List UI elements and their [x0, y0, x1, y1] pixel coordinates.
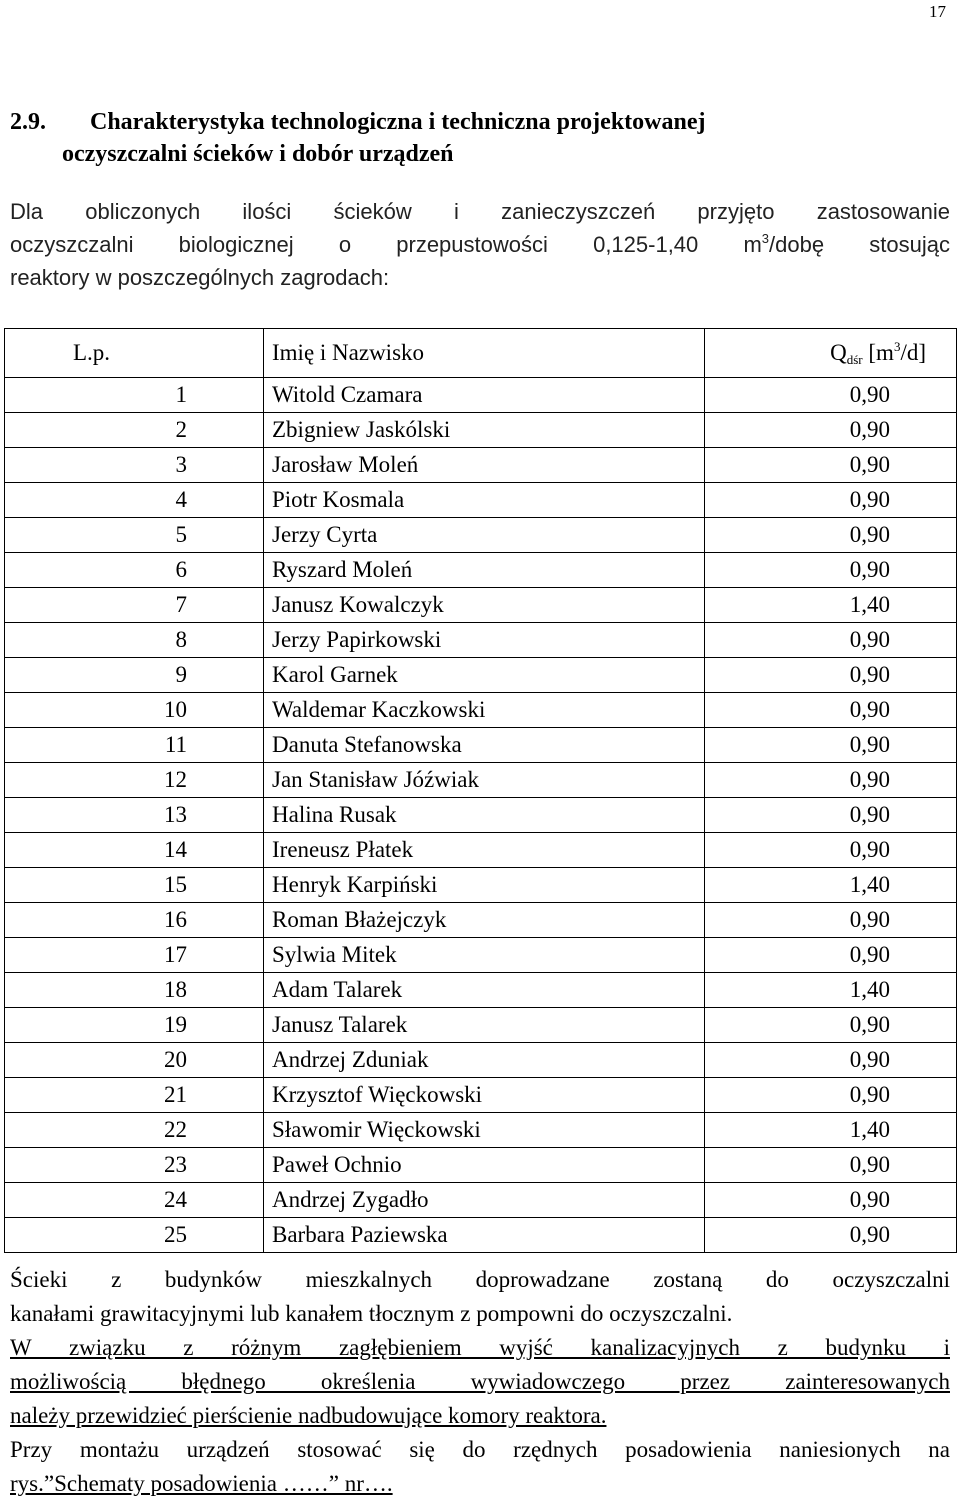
cell-q: 1,40	[705, 973, 957, 1008]
cell-lp: 21	[5, 1078, 264, 1113]
cell-lp: 22	[5, 1113, 264, 1148]
cell-q: 0,90	[705, 413, 957, 448]
cell-name: Janusz Talarek	[264, 1008, 705, 1043]
table-row	[5, 763, 957, 798]
cell-q: 0,90	[705, 1218, 957, 1253]
table-row	[5, 658, 957, 693]
cell-name: Jan Stanisław Jóźwiak	[264, 763, 705, 798]
cell-lp: 24	[5, 1183, 264, 1218]
cell-lp: 25	[5, 1218, 264, 1253]
cell-lp: 16	[5, 903, 264, 938]
cell-q: 1,40	[705, 1113, 957, 1148]
cell-lp: 20	[5, 1043, 264, 1078]
cell-lp: 23	[5, 1148, 264, 1183]
intro-superscript: 3	[761, 231, 770, 246]
cell-name: Waldemar Kaczkowski	[264, 693, 705, 728]
cell-q: 0,90	[705, 693, 957, 728]
cell-lp: 8	[5, 623, 264, 658]
table-row	[5, 518, 957, 553]
table-row	[5, 903, 957, 938]
cell-q: 0,90	[705, 483, 957, 518]
header-lp: L.p.	[5, 329, 264, 378]
footer-text	[10, 1263, 950, 1501]
cell-q: 0,90	[705, 903, 957, 938]
cell-q: 1,40	[705, 588, 957, 623]
cell-q: 0,90	[705, 658, 957, 693]
cell-q: 0,90	[705, 1148, 957, 1183]
intro-line-2-text: oczyszczalni biologicznej o przepustowości 0,125-1,40 m	[10, 232, 762, 257]
cell-lp: 19	[5, 1008, 264, 1043]
page-number: 17	[929, 2, 946, 21]
cell-q: 0,90	[705, 763, 957, 798]
footer-p3-line-1: Przy montażu urządzeń stosować się do rzędnych posadowienia naniesionych na	[10, 1437, 950, 1462]
heading-line-1: Charakterystyka technologiczna i techniczna projektowanej	[90, 109, 706, 135]
cell-name: Halina Rusak	[264, 798, 705, 833]
cell-name: Henryk Karpiński	[264, 868, 705, 903]
footer-p3-line-2: rys.”Schematy posadowienia ……” nr….	[10, 1471, 393, 1496]
cell-q: 0,90	[705, 1183, 957, 1218]
table-row	[5, 833, 957, 868]
header-q-subscript: dśr	[846, 352, 863, 367]
intro-line-2-end: /dobę stosując	[769, 232, 950, 257]
cell-lp: 14	[5, 833, 264, 868]
cell-q: 0,90	[705, 378, 957, 413]
header-q-symbol: Q	[830, 340, 847, 365]
cell-name: Jerzy Cyrta	[264, 518, 705, 553]
table-header-row	[5, 329, 957, 378]
cell-name: Piotr Kosmala	[264, 483, 705, 518]
cell-q: 0,90	[705, 448, 957, 483]
table-row	[5, 483, 957, 518]
table-row	[5, 553, 957, 588]
cell-q: 0,90	[705, 728, 957, 763]
cell-name: Jarosław Moleń	[264, 448, 705, 483]
cell-lp: 10	[5, 693, 264, 728]
table-row	[5, 1078, 957, 1113]
cell-name: Witold Czamara	[264, 378, 705, 413]
cell-name: Danuta Stefanowska	[264, 728, 705, 763]
table-row	[5, 448, 957, 483]
cell-name: Janusz Kowalczyk	[264, 588, 705, 623]
table-body	[5, 378, 957, 1253]
cell-name: Ireneusz Płatek	[264, 833, 705, 868]
table-row	[5, 798, 957, 833]
table-row	[5, 623, 957, 658]
header-q	[705, 329, 957, 378]
cell-lp: 2	[5, 413, 264, 448]
table-row	[5, 938, 957, 973]
section-heading	[10, 106, 940, 170]
cell-name: Zbigniew Jaskólski	[264, 413, 705, 448]
cell-lp: 9	[5, 658, 264, 693]
cell-q: 1,40	[705, 868, 957, 903]
cell-name: Ryszard Moleń	[264, 553, 705, 588]
header-q-unit-end: /d]	[900, 340, 926, 365]
footer-p2-line-1: W związku z różnym zagłębieniem wyjść kanalizacyjnych z budynku i	[10, 1335, 950, 1360]
header-q-unit: [m	[862, 340, 894, 365]
cell-lp: 7	[5, 588, 264, 623]
intro-paragraph	[10, 195, 950, 294]
cell-lp: 3	[5, 448, 264, 483]
cell-name: Sylwia Mitek	[264, 938, 705, 973]
table-row	[5, 1113, 957, 1148]
cell-name: Roman Błażejczyk	[264, 903, 705, 938]
table-row	[5, 693, 957, 728]
header-name: Imię i Nazwisko	[264, 329, 705, 378]
table-row	[5, 1008, 957, 1043]
cell-q: 0,90	[705, 553, 957, 588]
table-row	[5, 1218, 957, 1253]
table-row	[5, 728, 957, 763]
table-row	[5, 413, 957, 448]
cell-lp: 4	[5, 483, 264, 518]
header-q-superscript: 3	[893, 339, 901, 354]
cell-name: Barbara Paziewska	[264, 1218, 705, 1253]
section-number: 2.9.	[10, 109, 46, 135]
cell-lp: 13	[5, 798, 264, 833]
table-row	[5, 973, 957, 1008]
cell-q: 0,90	[705, 623, 957, 658]
cell-q: 0,90	[705, 518, 957, 553]
table-row	[5, 868, 957, 903]
flow-table	[4, 328, 957, 1253]
intro-line-1: Dla obliczonych ilości ścieków i zanieczyszczeń przyjęto zastosowanie	[10, 199, 950, 224]
cell-name: Andrzej Zygadło	[264, 1183, 705, 1218]
table-row	[5, 1148, 957, 1183]
cell-q: 0,90	[705, 1078, 957, 1113]
cell-name: Krzysztof Więckowski	[264, 1078, 705, 1113]
cell-lp: 12	[5, 763, 264, 798]
cell-q: 0,90	[705, 938, 957, 973]
footer-p2-line-2: możliwością błędnego określenia wywiadowczego przez zainteresowanych	[10, 1369, 950, 1394]
table-row	[5, 1043, 957, 1078]
cell-lp: 6	[5, 553, 264, 588]
cell-name: Jerzy Papirkowski	[264, 623, 705, 658]
heading-line-2: oczyszczalni ścieków i dobór urządzeń	[62, 141, 454, 167]
cell-name: Andrzej Zduniak	[264, 1043, 705, 1078]
footer-p2-line-3: należy przewidzieć pierścienie nadbudowujące komory reaktora.	[10, 1403, 607, 1428]
cell-name: Paweł Ochnio	[264, 1148, 705, 1183]
footer-p1-line-1: Ścieki z budynków mieszkalnych doprowadzane zostaną do oczyszczalni	[10, 1267, 950, 1292]
cell-q: 0,90	[705, 1043, 957, 1078]
cell-q: 0,90	[705, 1008, 957, 1043]
cell-q: 0,90	[705, 833, 957, 868]
cell-lp: 18	[5, 973, 264, 1008]
table-row	[5, 378, 957, 413]
cell-lp: 5	[5, 518, 264, 553]
cell-lp: 11	[5, 728, 264, 763]
cell-lp: 1	[5, 378, 264, 413]
cell-lp: 15	[5, 868, 264, 903]
cell-q: 0,90	[705, 798, 957, 833]
intro-line-2	[10, 228, 950, 261]
cell-name: Karol Garnek	[264, 658, 705, 693]
table-row	[5, 588, 957, 623]
table-row	[5, 1183, 957, 1218]
cell-lp: 17	[5, 938, 264, 973]
footer-p1-line-2: kanałami grawitacyjnymi lub kanałem tłocznym z pompowni do oczyszczalni.	[10, 1301, 733, 1326]
cell-name: Adam Talarek	[264, 973, 705, 1008]
cell-name: Sławomir Więckowski	[264, 1113, 705, 1148]
intro-line-3: reaktory w poszczególnych zagrodach:	[10, 265, 390, 290]
